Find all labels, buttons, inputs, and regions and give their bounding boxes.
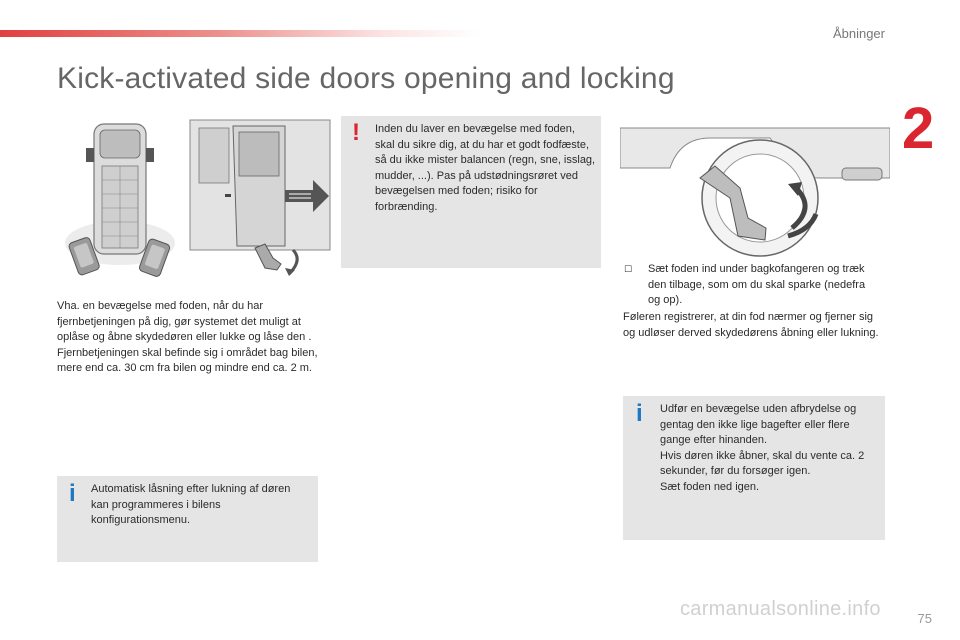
tip-line: Hvis døren ikke åbner, skal du vente ca. 2 sekunder, før du forsøger igen. [660, 449, 865, 477]
sliding-door-side-illustration [185, 118, 335, 290]
info-text-movement-tips [660, 402, 880, 495]
exclamation-icon: ! [352, 119, 360, 146]
info-box-auto-locking [57, 476, 318, 562]
tip-line: Udfør en bevægelse uden afbrydelse og gentag den ikke lige bagefter eller flere gange efter hinanden. [660, 403, 857, 446]
info-icon: i [636, 400, 643, 427]
warning-box [341, 116, 601, 268]
info-text-auto-locking: Automatisk låsning efter lukning af døren kan programmeres i bilens konfigurationsmenu. [91, 483, 291, 526]
page-number: 75 [917, 611, 932, 626]
info-box-movement-tips [623, 396, 885, 540]
page-title: Kick-activated side doors opening and locking [57, 62, 675, 95]
checkbox-bullet-icon: ☐ [624, 264, 633, 274]
intro-paragraph: Vha. en bevægelse med foden, når du har fjernbetjeningen på dig, gør systemet det muligt at oplåse og åbne skydedøren eller lukke og låse den . [57, 300, 312, 343]
info-icon: i [69, 480, 76, 507]
intro-text [57, 299, 319, 377]
foot-under-bumper-illustration [620, 118, 890, 258]
van-top-view-illustration [60, 118, 180, 290]
header-accent-bar [0, 30, 480, 37]
remote-range-paragraph: Fjernbetjeningen skal befinde sig i området bag bilen, mere end ca. 30 cm fra bilen og mindre end ca. 2 m. [57, 346, 318, 374]
warning-text: Inden du laver en bevægelse med foden, skal du sikre dig, at du har et godt fodfæste, så du ikke mister balancen (regn, sne, isslag, mudder, ...). Pas på udstødningsrøret ved bevægelsen med foden; risiko for forbrænding. [375, 123, 596, 213]
watermark: carmanualsonline.info [680, 598, 881, 620]
sensor-paragraph: Føleren registrerer, at din fod nærmer og fjerner sig og udløser derved skydedørens åbning eller lukning. [623, 311, 879, 339]
tip-line: Sæt foden ned igen. [660, 480, 760, 493]
section-name: Åbninger [832, 26, 885, 41]
chapter-number: 2 [902, 96, 935, 161]
instruction-text: Sæt foden ind under bagkofangeren og træk den tilbage, som om du skal sparke (nedefra og op). [648, 263, 866, 306]
